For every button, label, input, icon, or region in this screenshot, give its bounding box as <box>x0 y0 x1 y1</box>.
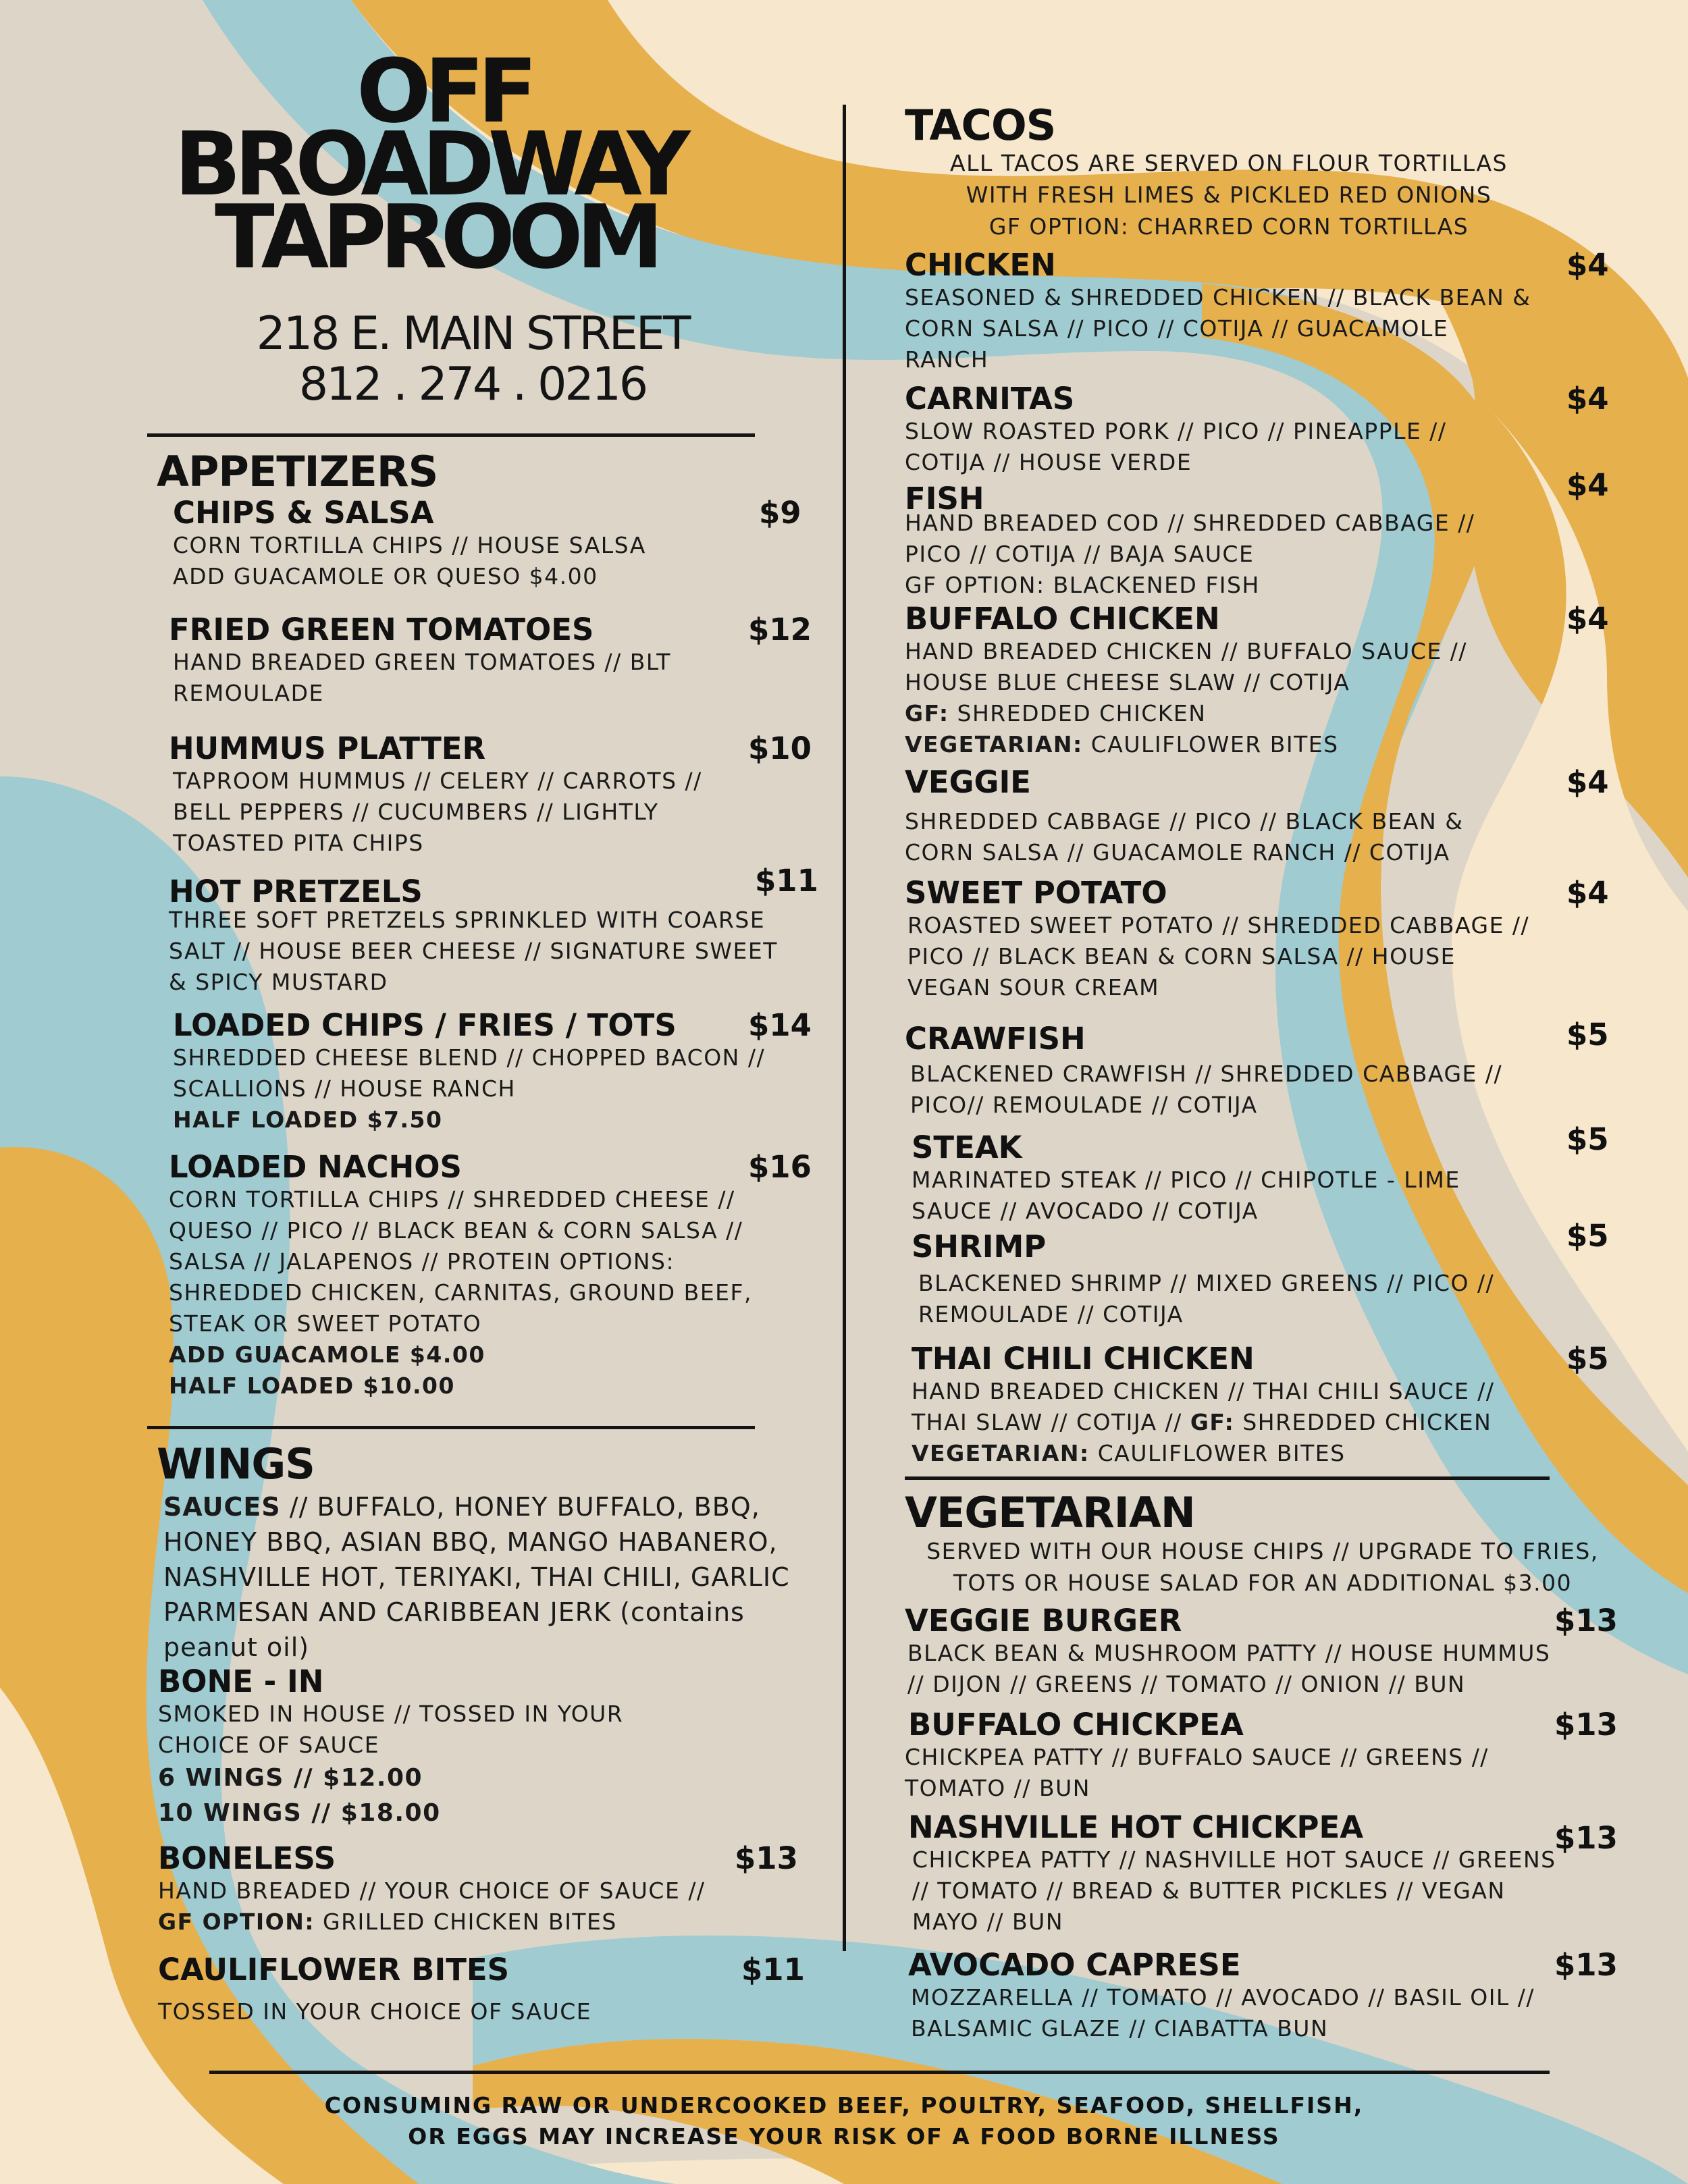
item-price: $10 <box>748 730 812 766</box>
item-name: FISH <box>905 481 984 516</box>
item-description: TOSSED IN YOUR CHOICE OF SAUCE <box>158 1998 592 2025</box>
item-description: SHREDDED CHEESE BLEND // CHOPPED BACON // SCALLIONS // HOUSE RANCH HALF LOADED $7.50 <box>173 1044 766 1133</box>
item-price: $13 <box>1554 1707 1618 1742</box>
item-name: CHICKEN <box>905 247 1056 283</box>
vegetarian-intro: SERVED WITH OUR HOUSE CHIPS // UPGRADE TO FRIES, TOTS OR HOUSE SALAD FOR AN ADDITIONAL $3.00 <box>926 1538 1599 1596</box>
item-price: $13 <box>1554 1947 1618 1983</box>
item-name: CHIPS & SALSA <box>173 495 434 531</box>
tacos-intro: ALL TACOS ARE SERVED ON FLOUR TORTILLAS WITH FRESH LIMES & PICKLED RED ONIONS GF OPTION: CHARRED CORN TORTILLAS <box>950 150 1508 240</box>
item-name: VEGGIE <box>905 764 1031 800</box>
item-description: HAND BREADED CHICKEN // BUFFALO SAUCE // HOUSE BLUE CHEESE SLAW // COTIJA GF: SHREDDED CHICKEN VEGETARIAN: CAULIFLOWER BITES <box>905 637 1468 757</box>
item-name: BUFFALO CHICKEN <box>905 601 1220 637</box>
taco-carnitas <box>905 382 1614 478</box>
appetizers-heading: APPETIZERS <box>157 447 438 496</box>
item-description: BLACKENED CRAWFISH // SHREDDED CABBAGE // PICO// REMOULADE // COTIJA <box>910 1060 1503 1118</box>
item-description: TAPROOM HUMMUS // CELERY // CARROTS // BELL PEPPERS // CUCUMBERS // LIGHTLY TOASTED PITA CHIPS <box>173 767 702 856</box>
wings-boneless <box>158 1840 798 1938</box>
title-line-1: OFF <box>357 40 531 142</box>
taco-thai-chili-chicken <box>912 1342 1614 1469</box>
veg-veggie-burger <box>905 1603 1618 1700</box>
item-description: SHREDDED CABBAGE // PICO // BLACK BEAN & CORN SALSA // GUACAMOLE RANCH // COTIJA <box>905 807 1464 865</box>
item-description: SLOW ROASTED PORK // PICO // PINEAPPLE // COTIJA // HOUSE VERDE <box>905 417 1447 475</box>
item-name: FRIED GREEN TOMATOES <box>169 612 594 647</box>
taco-buffalo-chicken <box>905 602 1614 760</box>
item-description: MOZZARELLA // TOMATO // AVOCADO // BASIL OIL // BALSAMIC GLAZE // CIABATTA BUN <box>911 1983 1535 2042</box>
item-price: $4 <box>1566 467 1609 503</box>
item-price: $13 <box>1554 1603 1618 1639</box>
item-name: CAULIFLOWER BITES <box>158 1952 510 1988</box>
item-price: $9 <box>759 495 801 531</box>
item-name: CRAWFISH <box>905 1021 1086 1057</box>
item-price: $4 <box>1566 601 1609 637</box>
item-name: HUMMUS PLATTER <box>169 730 486 766</box>
vegetarian-heading: VEGETARIAN <box>905 1488 1195 1537</box>
taco-steak <box>912 1121 1614 1227</box>
item-name: LOADED CHIPS / FRIES / TOTS <box>173 1007 677 1043</box>
item-name: BUFFALO CHICKPEA <box>908 1707 1244 1742</box>
rule-wings <box>147 1426 755 1429</box>
taco-chicken <box>905 248 1614 375</box>
item-name: VEGGIE BURGER <box>905 1603 1182 1639</box>
item-price: $5 <box>1566 1121 1609 1157</box>
wings-sauces: SAUCES // BUFFALO, HONEY BUFFALO, BBQ, HONEY BBQ, ASIAN BBQ, MANGO HABANERO, NASHVILLE HOT, TERIYAKI, THAI CHILI, GARLIC PARMESAN AND CARIBBEAN JERK (contains peanut oil) <box>163 1492 790 1662</box>
rule-header <box>147 433 755 437</box>
taco-crawfish <box>905 1017 1614 1121</box>
item-price: $4 <box>1566 764 1609 800</box>
title-line-2: BROADWAY <box>174 113 684 215</box>
item-name: AVOCADO CAPRESE <box>908 1947 1241 1983</box>
item-name: HOT PRETZELS <box>169 874 423 909</box>
taco-veggie <box>905 766 1614 868</box>
item-price: $4 <box>1566 381 1609 417</box>
appetizer-fried-green-tomatoes <box>169 612 812 709</box>
item-description: HAND BREADED GREEN TOMATOES // BLT REMOULADE <box>173 648 671 706</box>
item-price: $14 <box>748 1007 812 1043</box>
title-line-3: TAPROOM <box>215 186 657 288</box>
taco-sweet-potato <box>905 876 1614 1003</box>
item-price: $5 <box>1566 1341 1609 1377</box>
item-description: SMOKED IN HOUSE // TOSSED IN YOUR CHOICE OF SAUCE 6 WINGS // $12.00 10 WINGS // $18.00 <box>158 1700 624 1827</box>
item-name: BONE - IN <box>158 1663 324 1699</box>
item-description: BLACK BEAN & MUSHROOM PATTY // HOUSE HUMMUS // DIJON // GREENS // TOMATO // ONION // BUN <box>907 1639 1551 1697</box>
item-description: BLACKENED SHRIMP // MIXED GREENS // PICO // REMOULADE // COTIJA <box>918 1269 1495 1327</box>
item-price: $13 <box>1554 1820 1618 1856</box>
item-description: CORN TORTILLA CHIPS // HOUSE SALSA ADD GUACAMOLE OR QUESO $4.00 <box>173 531 646 589</box>
item-description: MARINATED STEAK // PICO // CHIPOTLE - LIME SAUCE // AVOCADO // COTIJA <box>912 1166 1460 1224</box>
item-price: $11 <box>741 1952 805 1988</box>
item-description: HAND BREADED CHICKEN // THAI CHILI SAUCE // THAI SLAW // COTIJA // GF: SHREDDED CHICKEN VEGETARIAN: CAULIFLOWER BITES <box>912 1377 1495 1466</box>
item-price: $4 <box>1566 875 1609 911</box>
address: 218 E. MAIN STREET <box>256 307 689 361</box>
food-safety-notice: CONSUMING RAW OR UNDERCOOKED BEEF, POULTRY, SEAFOOD, SHELLFISH, OR EGGS MAY INCREASE YOUR RISK OF A FOOD BORNE ILLNESS <box>324 2092 1364 2150</box>
item-price: $4 <box>1566 247 1609 283</box>
column-divider <box>843 105 846 1951</box>
appetizer-hot-pretzels <box>169 863 818 998</box>
appetizer-hummus-platter <box>169 730 812 859</box>
item-description: SEASONED & SHREDDED CHICKEN // BLACK BEAN & CORN SALSA // PICO // COTIJA // GUACAMOLE RANCH <box>905 284 1531 373</box>
wings-cauliflower-bites <box>158 1952 805 2027</box>
item-name: SWEET POTATO <box>905 875 1167 911</box>
item-price: $16 <box>748 1149 812 1185</box>
appetizer-loaded-nachos <box>169 1149 812 1402</box>
appetizer-loaded-chips <box>173 1007 812 1136</box>
item-name: BONELESS <box>158 1840 336 1876</box>
item-name: CARNITAS <box>905 381 1075 417</box>
item-description: CORN TORTILLA CHIPS // SHREDDED CHEESE // QUESO // PICO // BLACK BEAN & CORN SALSA // SALSA // JALAPENOS // PROTEIN OPTIONS: SHREDDED CHICKEN, CARNITAS, GROUND BEEF, STEAK OR SWEET POTATO ADD GUACAMOLE $4.00 HALF LOADED $10.00 <box>169 1186 752 1399</box>
phone: 812 . 274 . 0216 <box>298 358 647 411</box>
item-price: $5 <box>1566 1017 1609 1053</box>
item-description: ROASTED SWEET POTATO // SHREDDED CABBAGE // PICO // BLACK BEAN & CORN SALSA // HOUSE VEGAN SOUR CREAM <box>907 911 1530 1001</box>
veg-buffalo-chickpea <box>905 1707 1618 1804</box>
taco-shrimp <box>912 1218 1614 1330</box>
wings-heading: WINGS <box>157 1439 315 1489</box>
item-name: NASHVILLE HOT CHICKPEA <box>908 1809 1364 1845</box>
item-price: $11 <box>755 863 818 899</box>
item-price: $13 <box>735 1840 798 1876</box>
rule-vegetarian <box>905 1476 1550 1480</box>
item-description: HAND BREADED // YOUR CHOICE OF SAUCE // GF OPTION: GRILLED CHICKEN BITES <box>158 1877 706 1935</box>
item-price: $12 <box>748 612 812 647</box>
item-description: THREE SOFT PRETZELS SPRINKLED WITH COARSE SALT // HOUSE BEER CHEESE // SIGNATURE SWEET & SPICY MUSTARD <box>169 906 778 995</box>
tacos-heading: TACOS <box>905 101 1056 150</box>
wings-bone-in <box>158 1665 793 1831</box>
veg-nashville-hot-chickpea <box>908 1809 1618 1938</box>
veg-avocado-caprese <box>908 1947 1618 2044</box>
taco-fish <box>905 467 1614 601</box>
item-name: LOADED NACHOS <box>169 1149 462 1185</box>
item-description: CHICKPEA PATTY // BUFFALO SAUCE // GREENS // TOMATO // BUN <box>905 1743 1489 1801</box>
item-name: STEAK <box>912 1129 1022 1165</box>
item-description: HAND BREADED COD // SHREDDED CABBAGE // PICO // COTIJA // BAJA SAUCE GF OPTION: BLACKENED FISH <box>905 509 1475 598</box>
rule-footer <box>209 2071 1550 2074</box>
item-description: CHICKPEA PATTY // NASHVILLE HOT SAUCE // GREENS // TOMATO // BREAD & BUTTER PICKLES // VEGAN MAYO // BUN <box>912 1846 1556 1935</box>
item-name: THAI CHILI CHICKEN <box>912 1341 1255 1377</box>
item-name: SHRIMP <box>912 1229 1047 1264</box>
item-price: $5 <box>1566 1218 1609 1254</box>
appetizer-chips-salsa <box>173 496 802 592</box>
